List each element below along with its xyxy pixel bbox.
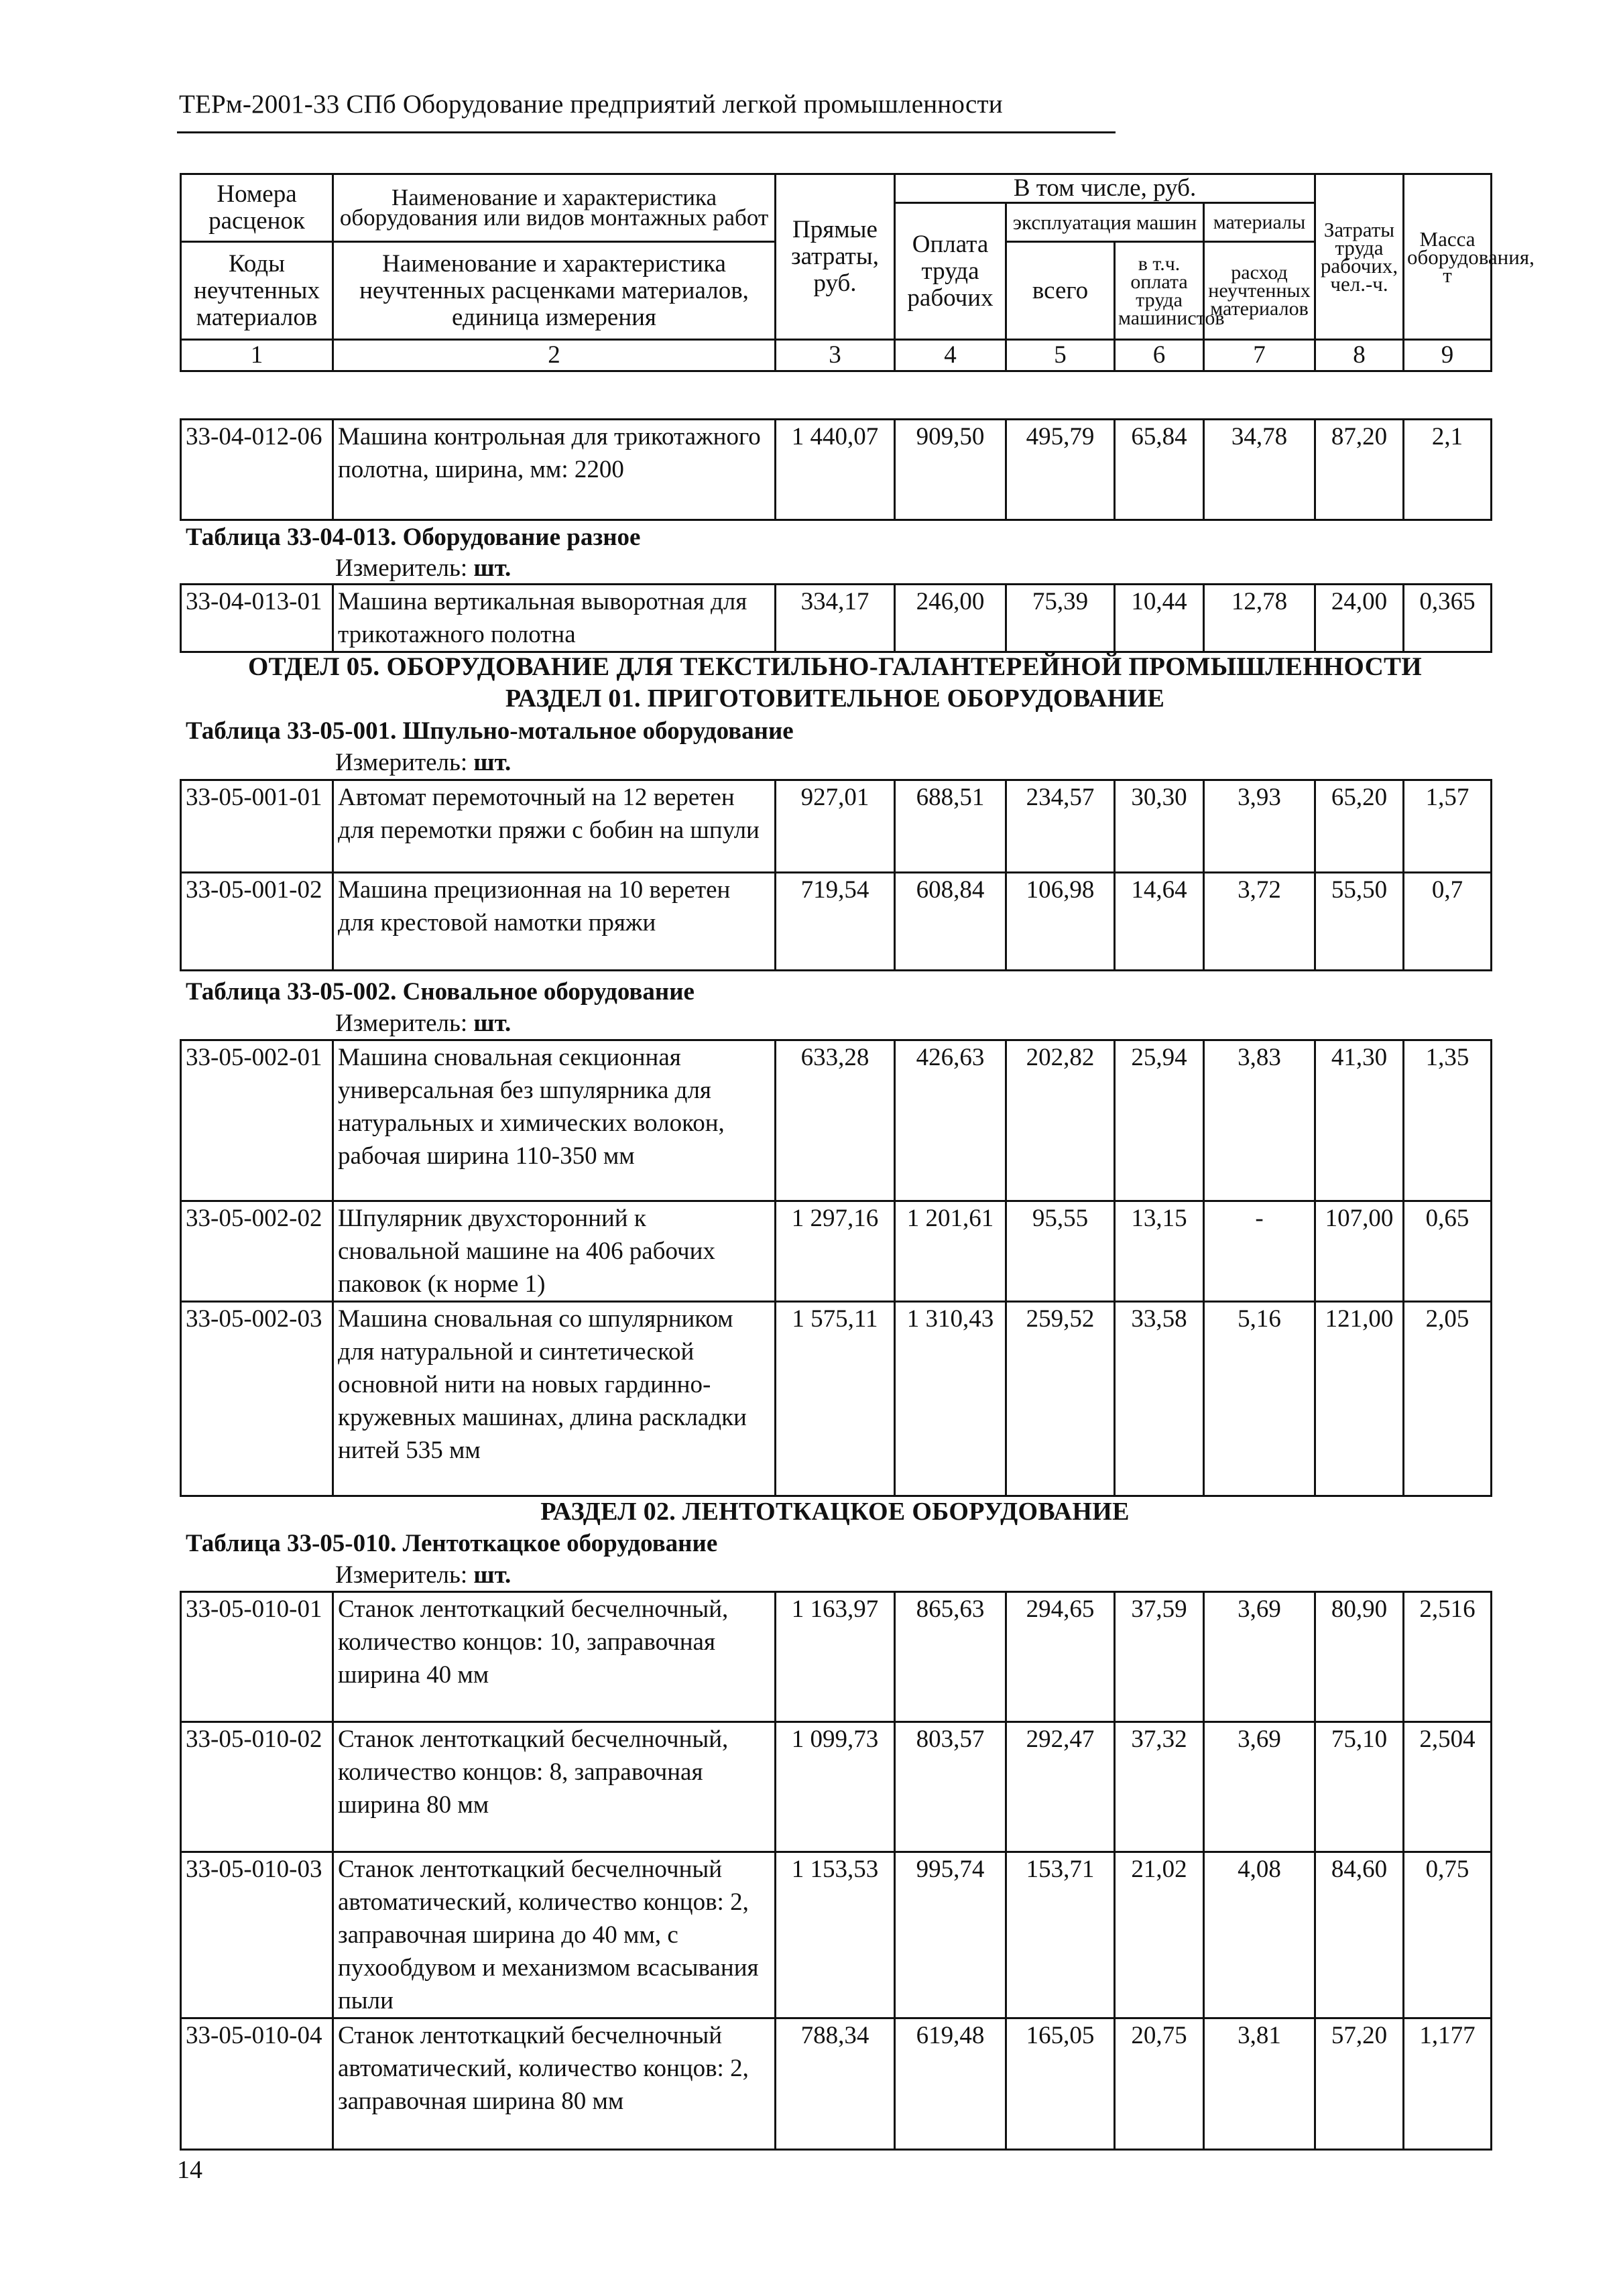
row-direct-costs: 1 163,97 xyxy=(776,1592,895,1722)
row-direct-costs: 788,34 xyxy=(776,2018,895,2150)
row-name: Шпулярник двухсторонний к сновальной машине на 406 рабочих паковок (к норме 1) xyxy=(333,1201,776,1302)
table-caption: Таблица 33-05-010. Лентоткацкое оборудование xyxy=(186,1530,718,1557)
header-num-5: 5 xyxy=(1006,340,1115,371)
header-num-9: 9 xyxy=(1404,340,1492,371)
row-materials: 3,69 xyxy=(1204,1722,1315,1852)
row-machines-total: 234,57 xyxy=(1006,780,1115,873)
row-materials: 34,78 xyxy=(1204,420,1315,520)
header-col4: Оплата труда рабочих xyxy=(895,203,1006,340)
header-col2-top: Наименование и характеристика оборудования или видов монтажных работ xyxy=(333,174,776,242)
row-code: 33-04-013-01 xyxy=(181,585,333,652)
section-heading-02: РАЗДЕЛ 02. ЛЕНТОТКАЦКОЕ ОБОРУДОВАНИЕ xyxy=(540,1498,1130,1526)
row-direct-costs: 1 440,07 xyxy=(776,420,895,520)
row-labor-hours: 84,60 xyxy=(1315,1852,1404,2018)
header-group: В том числе, руб. xyxy=(895,174,1315,203)
row-labor-hours: 75,10 xyxy=(1315,1722,1404,1852)
row-machines-total: 202,82 xyxy=(1006,1040,1115,1201)
row-machinist-pay: 21,02 xyxy=(1115,1852,1204,2018)
table-caption: Таблица 33-05-002. Сновальное оборудование xyxy=(186,978,695,1006)
row-labor-hours: 107,00 xyxy=(1315,1201,1404,1302)
row-materials: 3,81 xyxy=(1204,2018,1315,2150)
row-labor-pay: 909,50 xyxy=(895,420,1006,520)
header-col8: Затраты труда рабочих, чел.-ч. xyxy=(1315,174,1404,340)
header-col5: всего xyxy=(1006,242,1115,340)
row-direct-costs: 1 099,73 xyxy=(776,1722,895,1852)
row-mass: 0,75 xyxy=(1404,1852,1492,2018)
row-name: Станок лентоткацкий бесчелночный, количество концов: 10, заправочная ширина 40 мм xyxy=(333,1592,776,1722)
table-row xyxy=(181,1852,1492,2018)
header-num-1: 1 xyxy=(181,340,333,371)
row-labor-pay: 619,48 xyxy=(895,2018,1006,2150)
row-labor-hours: 55,50 xyxy=(1315,873,1404,971)
header-num-7: 7 xyxy=(1204,340,1315,371)
row-machines-total: 495,79 xyxy=(1006,420,1115,520)
row-name: Станок лентоткацкий бесчелночный автоматический, количество концов: 2, заправочная ширина 80 мм xyxy=(333,2018,776,2150)
row-code: 33-05-002-03 xyxy=(181,1302,333,1496)
row-labor-hours: 24,00 xyxy=(1315,585,1404,652)
row-mass: 2,516 xyxy=(1404,1592,1492,1722)
row-machinist-pay: 13,15 xyxy=(1115,1201,1204,1302)
table-33-04-012-continuation xyxy=(180,418,1492,521)
row-code: 33-05-010-01 xyxy=(181,1592,333,1722)
row-code: 33-05-002-02 xyxy=(181,1201,333,1302)
table-33-05-010 xyxy=(180,1591,1492,2151)
row-machines-total: 259,52 xyxy=(1006,1302,1115,1496)
row-labor-hours: 41,30 xyxy=(1315,1040,1404,1201)
row-direct-costs: 1 575,11 xyxy=(776,1302,895,1496)
row-labor-pay: 688,51 xyxy=(895,780,1006,873)
header-rule xyxy=(177,131,1116,133)
table-row xyxy=(181,1201,1492,1302)
row-machinist-pay: 65,84 xyxy=(1115,420,1204,520)
header-col3: Прямые затраты, руб. xyxy=(776,174,895,340)
header-num-4: 4 xyxy=(895,340,1006,371)
row-labor-pay: 1 201,61 xyxy=(895,1201,1006,1302)
header-col2-bottom: Наименование и характеристика неучтенных расценками материалов, единица измерения xyxy=(333,242,776,340)
unit-label: Измеритель: xyxy=(335,554,468,582)
row-code: 33-05-001-02 xyxy=(181,873,333,971)
table-row xyxy=(181,1040,1492,1201)
row-materials: 3,69 xyxy=(1204,1592,1315,1722)
row-name: Машина сновальная со шпулярником для натуральной и синтетической основной нити на новых гардинно-кружевных машинах, длина раскладки нитей 535 мм xyxy=(333,1302,776,1496)
row-labor-pay: 865,63 xyxy=(895,1592,1006,1722)
table-row xyxy=(181,585,1492,652)
row-labor-pay: 803,57 xyxy=(895,1722,1006,1852)
row-machines-total: 294,65 xyxy=(1006,1592,1115,1722)
header-col6: в т.ч. оплата труда машинистов xyxy=(1115,242,1204,340)
unit-line xyxy=(335,748,511,777)
table-row xyxy=(181,2018,1492,2150)
table-row xyxy=(181,420,1492,520)
row-machinist-pay: 20,75 xyxy=(1115,2018,1204,2150)
row-code: 33-04-012-06 xyxy=(181,420,333,520)
header-col1-bottom: Коды неучтенных материалов xyxy=(181,242,333,340)
row-labor-pay: 426,63 xyxy=(895,1040,1006,1201)
row-machinist-pay: 37,32 xyxy=(1115,1722,1204,1852)
table-row xyxy=(181,1592,1492,1722)
row-labor-pay: 1 310,43 xyxy=(895,1302,1006,1496)
unit-label: Измеритель: xyxy=(335,1010,468,1037)
row-mass: 2,05 xyxy=(1404,1302,1492,1496)
unit-line xyxy=(335,554,511,583)
row-code: 33-05-010-02 xyxy=(181,1722,333,1852)
row-mass: 0,365 xyxy=(1404,585,1492,652)
row-labor-pay: 608,84 xyxy=(895,873,1006,971)
row-code: 33-05-010-03 xyxy=(181,1852,333,2018)
department-heading: ОТДЕЛ 05. ОБОРУДОВАНИЕ ДЛЯ ТЕКСТИЛЬНО-ГАЛАНТЕРЕЙНОЙ ПРОМЫШЛЕННОСТИ xyxy=(247,652,1423,681)
row-direct-costs: 334,17 xyxy=(776,585,895,652)
row-machinist-pay: 30,30 xyxy=(1115,780,1204,873)
row-mass: 1,35 xyxy=(1404,1040,1492,1201)
table-row xyxy=(181,873,1492,971)
table-33-05-001 xyxy=(180,779,1492,971)
row-materials: - xyxy=(1204,1201,1315,1302)
unit-value: шт. xyxy=(473,1010,512,1037)
row-labor-pay: 995,74 xyxy=(895,1852,1006,2018)
header-col1-top: Номера расценок xyxy=(181,174,333,242)
row-materials: 3,72 xyxy=(1204,873,1315,971)
row-mass: 2,504 xyxy=(1404,1722,1492,1852)
unit-value: шт. xyxy=(473,1561,512,1589)
row-name: Станок лентоткацкий бесчелночный автоматический, количество концов: 2, заправочная ширина до 40 мм, с пухообдувом и механизмом всасывания пыли xyxy=(333,1852,776,2018)
row-machines-total: 95,55 xyxy=(1006,1201,1115,1302)
row-name: Машина контрольная для трикотажного полотна, ширина, мм: 2200 xyxy=(333,420,776,520)
row-direct-costs: 719,54 xyxy=(776,873,895,971)
unit-value: шт. xyxy=(473,554,512,582)
row-mass: 0,7 xyxy=(1404,873,1492,971)
row-direct-costs: 927,01 xyxy=(776,780,895,873)
header-machines: эксплуатация машин xyxy=(1006,203,1204,242)
row-mass: 1,177 xyxy=(1404,2018,1492,2150)
row-labor-hours: 80,90 xyxy=(1315,1592,1404,1722)
row-mass: 0,65 xyxy=(1404,1201,1492,1302)
row-materials: 3,83 xyxy=(1204,1040,1315,1201)
row-machinist-pay: 25,94 xyxy=(1115,1040,1204,1201)
row-labor-pay: 246,00 xyxy=(895,585,1006,652)
row-name: Машина вертикальная выворотная для трикотажного полотна xyxy=(333,585,776,652)
row-direct-costs: 1 297,16 xyxy=(776,1201,895,1302)
row-labor-hours: 65,20 xyxy=(1315,780,1404,873)
unit-value: шт. xyxy=(473,749,512,776)
table-row xyxy=(181,1302,1492,1496)
header-num-6: 6 xyxy=(1115,340,1204,371)
row-direct-costs: 633,28 xyxy=(776,1040,895,1201)
row-materials: 3,93 xyxy=(1204,780,1315,873)
row-mass: 1,57 xyxy=(1404,780,1492,873)
row-machines-total: 292,47 xyxy=(1006,1722,1115,1852)
row-machines-total: 75,39 xyxy=(1006,585,1115,652)
unit-label: Измеритель: xyxy=(335,749,468,776)
row-code: 33-05-002-01 xyxy=(181,1040,333,1201)
row-labor-hours: 121,00 xyxy=(1315,1302,1404,1496)
row-materials: 5,16 xyxy=(1204,1302,1315,1496)
row-code: 33-05-001-01 xyxy=(181,780,333,873)
header-col9: Масса оборудования, т xyxy=(1404,174,1492,340)
column-header-table xyxy=(180,173,1535,372)
page-number: 14 xyxy=(177,2156,202,2184)
row-direct-costs: 1 153,53 xyxy=(776,1852,895,2018)
table-33-04-013 xyxy=(180,583,1492,653)
unit-label: Измеритель: xyxy=(335,1561,468,1589)
row-materials: 4,08 xyxy=(1204,1852,1315,2018)
row-machinist-pay: 33,58 xyxy=(1115,1302,1204,1496)
row-machines-total: 106,98 xyxy=(1006,873,1115,971)
row-name: Машина сновальная секционная универсальная без шпулярника для натуральных и химических волокон, рабочая ширина 110-350 мм xyxy=(333,1040,776,1201)
table-caption: Таблица 33-05-001. Шпульно-мотальное оборудование xyxy=(186,717,794,745)
row-machinist-pay: 37,59 xyxy=(1115,1592,1204,1722)
header-num-2: 2 xyxy=(333,340,776,371)
row-machinist-pay: 14,64 xyxy=(1115,873,1204,971)
row-name: Машина прецизионная на 10 веретен для крестовой намотки пряжи xyxy=(333,873,776,971)
unit-line xyxy=(335,1009,511,1038)
row-machines-total: 153,71 xyxy=(1006,1852,1115,2018)
header-col7: расход неучтенных материалов xyxy=(1204,242,1315,340)
running-header-title: ТЕРм-2001-33 СПб Оборудование предприятий легкой промышленности xyxy=(179,90,1003,119)
header-materials: материалы xyxy=(1204,203,1315,242)
table-row xyxy=(181,1722,1492,1852)
row-code: 33-05-010-04 xyxy=(181,2018,333,2150)
section-heading-01: РАЗДЕЛ 01. ПРИГОТОВИТЕЛЬНОЕ ОБОРУДОВАНИЕ xyxy=(505,684,1165,713)
header-num-3: 3 xyxy=(776,340,895,371)
row-name: Автомат перемоточный на 12 веретен для перемотки пряжи с бобин на шпули xyxy=(333,780,776,873)
row-labor-hours: 57,20 xyxy=(1315,2018,1404,2150)
row-materials: 12,78 xyxy=(1204,585,1315,652)
table-caption: Таблица 33-04-013. Оборудование разное xyxy=(186,524,641,551)
header-num-8: 8 xyxy=(1315,340,1404,371)
row-mass: 2,1 xyxy=(1404,420,1492,520)
row-machines-total: 165,05 xyxy=(1006,2018,1115,2150)
row-labor-hours: 87,20 xyxy=(1315,420,1404,520)
unit-line xyxy=(335,1561,511,1589)
table-33-05-002 xyxy=(180,1039,1492,1497)
table-row xyxy=(181,780,1492,873)
row-machinist-pay: 10,44 xyxy=(1115,585,1204,652)
row-name: Станок лентоткацкий бесчелночный, количество концов: 8, заправочная ширина 80 мм xyxy=(333,1722,776,1852)
